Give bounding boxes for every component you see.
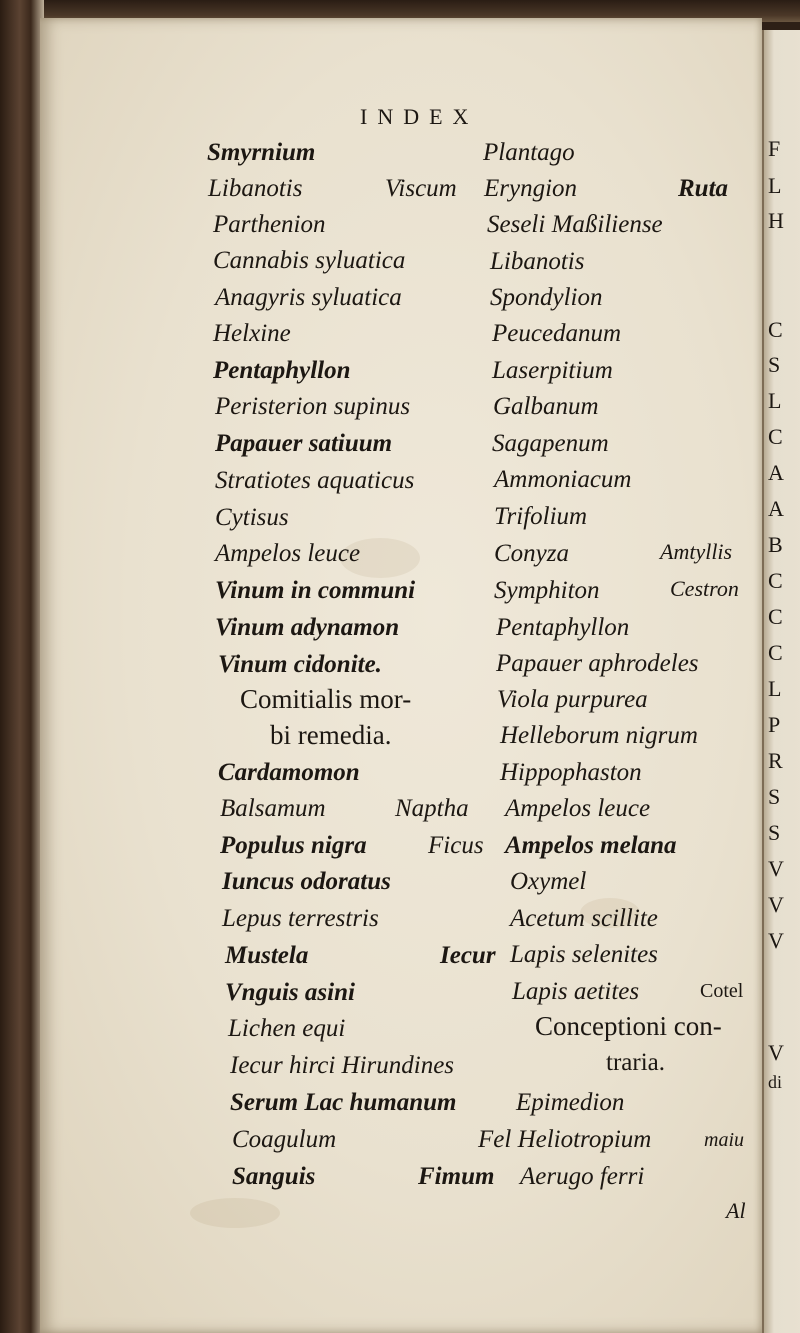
- index-entry: Sanguis: [232, 1163, 316, 1190]
- index-entry: Hippophaston: [500, 759, 642, 786]
- index-entry: Papauer satiuum: [215, 430, 393, 457]
- index-entry: Ampelos leuce: [215, 540, 361, 567]
- index-entry: Anagyris syluatica: [215, 284, 402, 311]
- index-entry: Pentaphyllon: [213, 357, 351, 384]
- facing-page-letter: L: [768, 173, 782, 198]
- index-entry: Seseli Maßiliense: [487, 211, 663, 238]
- index-entry: Smyrnium: [207, 139, 316, 166]
- index-entry: Acetum scillite: [510, 905, 658, 932]
- index-entry: Cytisus: [215, 504, 289, 531]
- facing-page-letter: V: [768, 856, 784, 881]
- index-entry: Vinum cidonite.: [218, 651, 382, 678]
- index-entry: Ampelos melana: [505, 832, 677, 859]
- index-entry: Iecur hirci Hirundines: [230, 1052, 455, 1079]
- index-entry: Trifolium: [494, 503, 588, 530]
- facing-page-letter: C: [768, 640, 783, 665]
- book-binding: [0, 0, 44, 1333]
- index-entry: Eryngion: [484, 175, 578, 202]
- index-entry: Fimum: [418, 1163, 495, 1190]
- facing-page-letter: R: [768, 748, 783, 773]
- index-section-heading: Comitialis mor-: [240, 684, 412, 714]
- facing-page-letter: V: [768, 928, 784, 953]
- paper-stain: [190, 1198, 280, 1228]
- index-entry: Libanotis: [208, 175, 303, 202]
- index-entry: Libanotis: [490, 248, 585, 275]
- index-entry: Ampelos leuce: [505, 795, 651, 822]
- facing-page-letter: V: [768, 1040, 784, 1065]
- index-entry: Naptha: [395, 795, 469, 822]
- index-entry: Lapis selenites: [510, 941, 658, 968]
- index-entry: Peucedanum: [492, 320, 622, 347]
- index-entry: Balsamum: [220, 795, 326, 822]
- index-entry: Sagapenum: [492, 430, 609, 457]
- index-entry: Vnguis asini: [225, 979, 355, 1006]
- page-header: INDEX: [360, 104, 479, 129]
- facing-page-letter: F: [768, 136, 781, 161]
- facing-page-letter: A: [768, 496, 784, 521]
- index-entry: Populus nigra: [220, 832, 367, 859]
- index-entry: Cardamomon: [218, 759, 360, 786]
- facing-page-letter: C: [768, 317, 783, 342]
- index-entry: Stratiotes aquaticus: [215, 467, 415, 494]
- index-entry: Aerugo ferri: [520, 1163, 645, 1190]
- index-entry: Lepus terrestris: [222, 905, 379, 932]
- index-entry: Cestron: [670, 576, 739, 601]
- index-entry: Galbanum: [493, 393, 599, 420]
- index-entry: maiu: [704, 1129, 744, 1151]
- index-entry: Ficus: [428, 832, 484, 859]
- index-entry: Amtyllis: [660, 539, 733, 564]
- facing-page-letter: L: [768, 676, 782, 701]
- index-entry: Symphiton: [494, 577, 600, 604]
- index-entry: Fel Heliotropium: [478, 1126, 652, 1153]
- index-entry: Coagulum: [232, 1126, 337, 1153]
- index-entry: Vinum in communi: [215, 577, 416, 604]
- catchword: Al: [726, 1198, 746, 1223]
- index-entry: Pentaphyllon: [496, 614, 630, 641]
- facing-page-letter: P: [768, 712, 781, 737]
- index-entry: Lichen equi: [228, 1015, 346, 1042]
- index-entry: Parthenion: [213, 211, 326, 238]
- facing-page-letter: S: [768, 784, 781, 809]
- facing-page-letter: H: [768, 208, 784, 233]
- facing-page-letter: C: [768, 568, 783, 593]
- index-entry: Cannabis syluatica: [213, 247, 406, 274]
- index-entry: Viola purpurea: [497, 686, 648, 713]
- facing-page-letter: V: [768, 892, 784, 917]
- facing-page-letter: C: [768, 604, 783, 629]
- index-entry: Oxymel: [510, 868, 587, 895]
- index-entry: Iecur: [440, 942, 496, 969]
- index-entry: Papauer aphrodeles: [496, 650, 699, 677]
- index-entry: Mustela: [225, 942, 309, 969]
- facing-page-letter: L: [768, 388, 782, 413]
- index-entry: Conyza: [494, 540, 569, 567]
- facing-page-letter: A: [768, 460, 784, 485]
- index-entry: Iuncus odoratus: [222, 868, 391, 895]
- index-section-heading: Conceptioni con-: [535, 1011, 722, 1041]
- index-entry: Plantago: [483, 139, 575, 166]
- index-entry: Serum Lac humanum: [230, 1089, 457, 1116]
- index-entry: Laserpitium: [492, 357, 613, 384]
- index-entry: Spondylion: [490, 284, 603, 311]
- index-section-heading: bi remedia.: [270, 720, 392, 750]
- facing-page-letter: B: [768, 532, 783, 557]
- facing-page-letter: S: [768, 820, 781, 845]
- index-entry: Peristerion supinus: [215, 393, 411, 420]
- index-entry: Ammoniacum: [494, 466, 632, 493]
- index-entry: Cotel: [700, 980, 744, 1002]
- facing-page-letter: di: [768, 1072, 783, 1092]
- index-entry: Helleborum nigrum: [500, 722, 698, 749]
- index-entry: Epimedion: [516, 1089, 625, 1116]
- index-entry: Ruta: [678, 175, 729, 202]
- index-entry: Viscum: [385, 175, 457, 202]
- index-section-heading: traria.: [606, 1049, 665, 1076]
- index-entry: Lapis aetites: [512, 978, 640, 1005]
- index-entry: Helxine: [213, 320, 291, 347]
- facing-page-letter: C: [768, 424, 783, 449]
- facing-page-letter: S: [768, 352, 781, 377]
- index-entry: Vinum adynamon: [215, 614, 400, 641]
